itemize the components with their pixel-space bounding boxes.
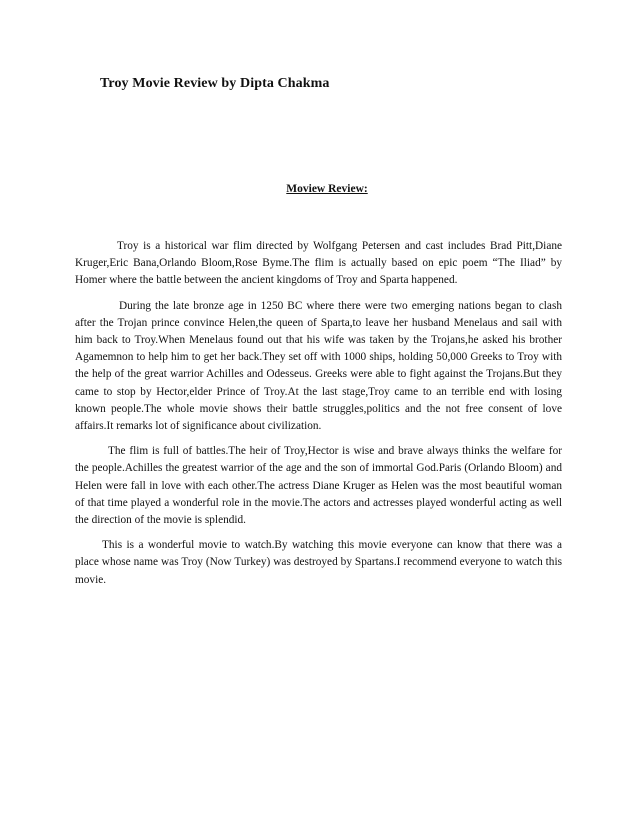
page-title: Troy Movie Review by Dipta Chakma xyxy=(100,76,330,91)
paragraph-plot: During the late bronze age in 1250 BC where there were two emerging nations began to clash after the Trojan prince convince Helen,the queen of Sparta,to leave her husband Menelaus and sail with him back to Troy.When Menelaus found out that his wife was taken by the Trojans,he asked his brother Agamemnon to help him to get her back.They set off with 1000 ships, holding 50,000 Greeks to Troy with the help of the great warrior Achilles and Odesseus. Greeks were able to fight against the Trojans.But they came to stop by Hector,elder Prince of Troy.At the last stage,Troy came to an terrible end with losing known people.The whole movie shows their battle struggles,politics and the not free consent of love affairs.It remarks lot of significance about civilization. xyxy=(75,299,562,433)
section-heading xyxy=(0,183,638,195)
section-heading-text: Moview Review: xyxy=(286,183,368,195)
paragraph-characters: The flim is full of battles.The heir of Troy,Hector is wise and brave always thinks the welfare for the people.Achilles the greatest warrior of the age and the son of immortal God.Paris (Orlando Bloom) and Helen were fall in love with each other.The actress Diane Kruger as Helen was the most beautiful woman of that time played a wonderful role in the movie.The actors and actresses played wonderful acting as well the direction of the movie is splendid. xyxy=(75,445,562,527)
review-body xyxy=(75,238,562,597)
paragraph-recommendation: This is a wonderful movie to watch.By watching this movie everyone can know that there was a place whose name was Troy (Now Turkey) was destroyed by Spartans.I recommend everyone to watch this movie. xyxy=(75,539,562,586)
paragraph-intro: Troy is a historical war flim directed by Wolfgang Petersen and cast includes Brad Pitt,Diane Kruger,Eric Bana,Orlando Bloom,Rose Byme.The flim is actually based on epic poem “The Iliad” by Homer where the battle between the ancient kingdoms of Troy and Sparta happened. xyxy=(75,240,562,287)
